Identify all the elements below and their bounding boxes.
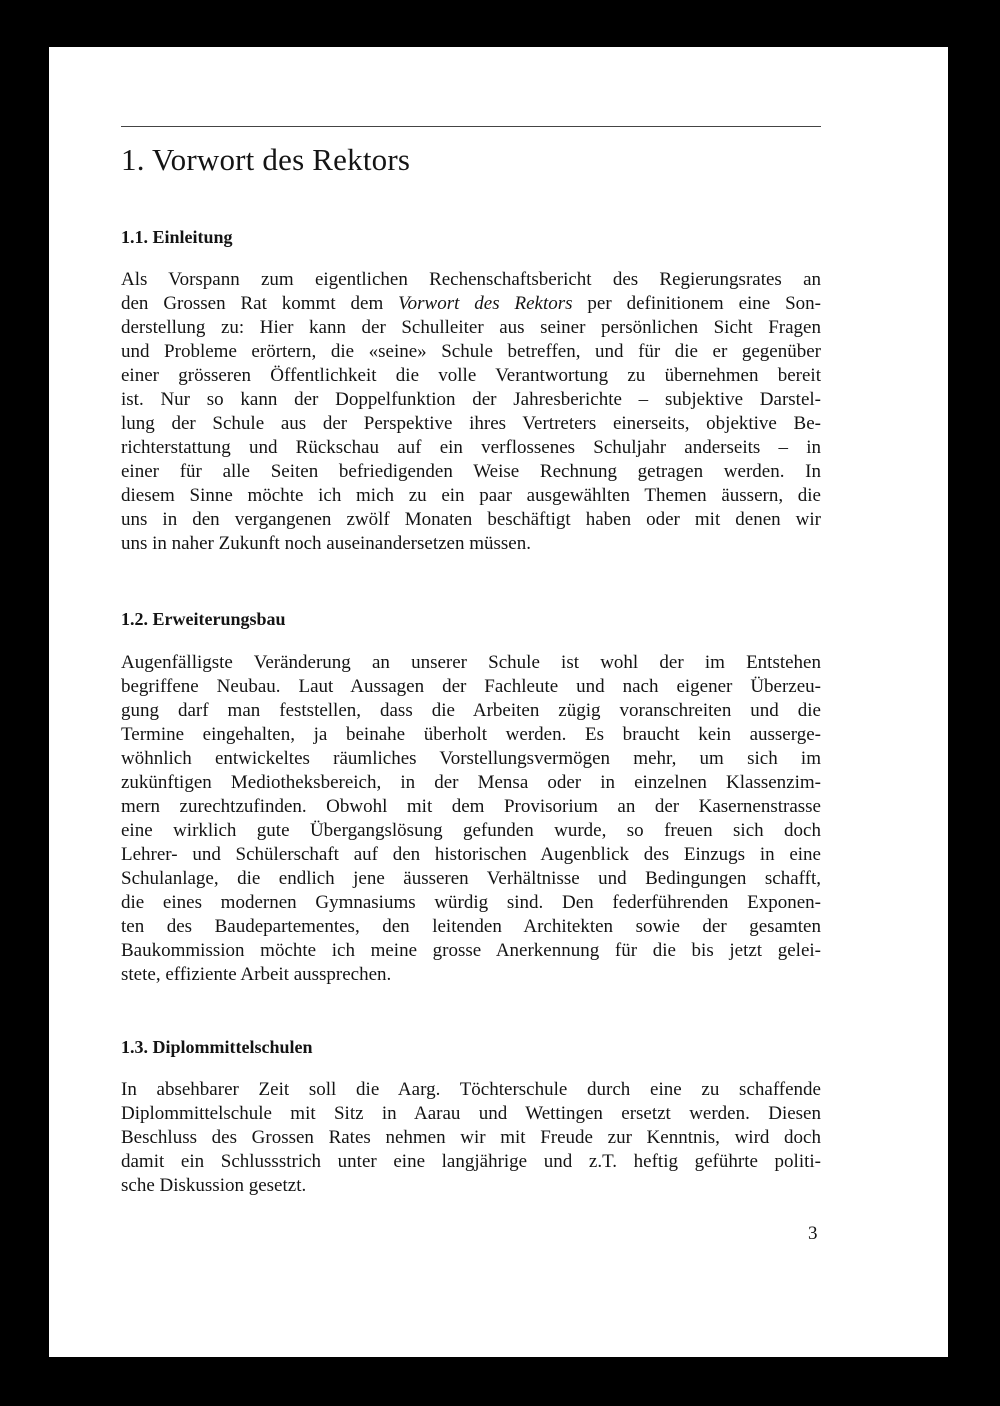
text-line: ist. Nur so kann der Doppelfunktion der Jahresberichte – subjektive Darstel- bbox=[121, 389, 821, 410]
text-line: richterstattung und Rückschau auf ein verflossenes Schuljahr anderseits – in bbox=[121, 437, 821, 458]
document-page bbox=[49, 47, 948, 1357]
text-line: einer grösseren Öffentlichkeit die volle Verantwortung zu übernehmen bereit bbox=[121, 365, 821, 386]
chapter-title: 1. Vorwort des Rektors bbox=[121, 142, 411, 177]
paragraph-diplommittelschulen bbox=[121, 1078, 821, 1198]
text-line: Schulanlage, die endlich jene äusseren Verhältnisse und Bedingungen schafft, bbox=[121, 868, 821, 889]
text-line: uns in den vergangenen zwölf Monaten beschäftigt haben oder mit denen wir bbox=[121, 509, 821, 530]
emphasized-title: Vorwort des Rektors bbox=[398, 293, 573, 314]
text-line: lung der Schule aus der Perspektive ihres Vertreters einerseits, objektive Be- bbox=[121, 413, 821, 434]
top-rule bbox=[121, 126, 821, 127]
paragraph-erweiterungsbau bbox=[121, 651, 821, 987]
text-line: ten des Baudepartementes, den leitenden Architekten sowie der gesamten bbox=[121, 916, 821, 937]
text-line: den Grossen Rat kommt dem Vorwort des Rektors per definitionem eine Son- bbox=[121, 293, 822, 314]
paragraph-einleitung bbox=[121, 268, 821, 556]
section-heading-einleitung: 1.1. Einleitung bbox=[121, 227, 233, 247]
text-line: mern zurechtzufinden. Obwohl mit dem Provisorium an der Kasernenstrasse bbox=[121, 796, 821, 817]
text-line: eine wirklich gute Übergangslösung gefunden wurde, so freuen sich doch bbox=[121, 820, 821, 841]
text-line: Lehrer- und Schülerschaft auf den historischen Augenblick des Einzugs in eine bbox=[121, 844, 821, 865]
text-line: und Probleme erörtern, die «seine» Schule betreffen, und für die er gegenüber bbox=[121, 341, 821, 362]
text-line: Augenfälligste Veränderung an unserer Schule ist wohl der im Entstehen bbox=[121, 652, 821, 673]
text-line: begriffene Neubau. Laut Aussagen der Fachleute und nach eigener Überzeu- bbox=[121, 676, 821, 697]
text-line: stete, effiziente Arbeit aussprechen. bbox=[121, 964, 392, 985]
text-line: die eines modernen Gymnasiums würdig sind. Den federführenden Exponen- bbox=[121, 892, 821, 913]
text-line: uns in naher Zukunft noch auseinandersetzen müssen. bbox=[121, 533, 531, 554]
text-line: sche Diskussion gesetzt. bbox=[121, 1175, 307, 1196]
section-heading-erweiterungsbau: 1.2. Erweiterungsbau bbox=[121, 609, 286, 629]
text-line: gung darf man feststellen, dass die Arbeiten zügig voranschreiten und die bbox=[121, 700, 821, 721]
text-line: Beschluss des Grossen Rates nehmen wir mit Freude zur Kenntnis, wird doch bbox=[121, 1127, 821, 1148]
text-line: diesem Sinne möchte ich mich zu ein paar ausgewählten Themen äussern, die bbox=[121, 485, 821, 506]
text-line: wöhnlich entwickeltes räumliches Vorstellungsvermögen mehr, um sich im bbox=[121, 748, 821, 769]
text-line: damit ein Schlussstrich unter eine langjährige und z.T. heftig geführte politi- bbox=[121, 1151, 821, 1172]
section-heading-diplommittelschulen: 1.3. Diplommittelschulen bbox=[121, 1037, 313, 1057]
page-number: 3 bbox=[808, 1223, 818, 1244]
text-line: Als Vorspann zum eigentlichen Rechenschaftsbericht des Regierungsrates an bbox=[121, 269, 821, 290]
text-line: derstellung zu: Hier kann der Schulleiter aus seiner persönlichen Sicht Fragen bbox=[121, 317, 821, 338]
text-line: einer für alle Seiten befriedigenden Weise Rechnung getragen werden. In bbox=[121, 461, 821, 482]
text-line: Diplommittelschule mit Sitz in Aarau und Wettingen ersetzt werden. Diesen bbox=[121, 1103, 821, 1124]
text-line: zukünftigen Mediotheksbereich, in der Mensa oder in einzelnen Klassenzim- bbox=[121, 772, 821, 793]
text-line: In absehbarer Zeit soll die Aarg. Töchterschule durch eine zu schaffende bbox=[121, 1079, 821, 1100]
text-line: Termine eingehalten, ja beinahe überholt werden. Es braucht kein ausserge- bbox=[121, 724, 821, 745]
text-line: Baukommission möchte ich meine grosse Anerkennung für die bis jetzt gelei- bbox=[121, 940, 821, 961]
